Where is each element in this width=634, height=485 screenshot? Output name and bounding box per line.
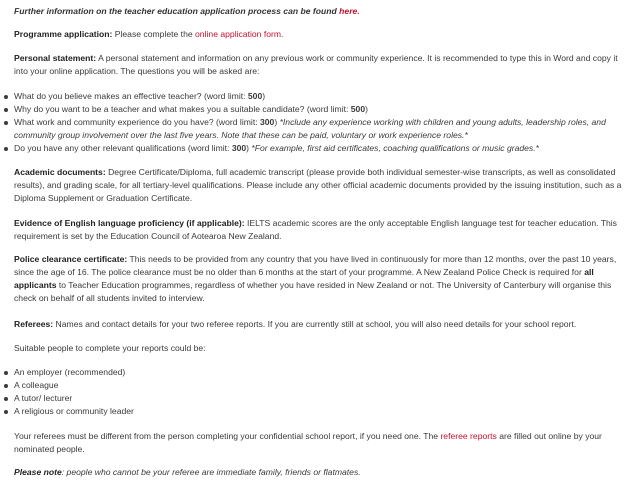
list-item: A colleague [14,379,626,392]
list-item [14,116,626,142]
english-label: Evidence of English language proficiency (if applicable): [14,218,245,228]
list-item: An employer (recommended) [14,366,626,379]
word-limit: 500 [350,103,366,114]
police-bold: all applicants [14,266,594,290]
question-close: ) [274,116,280,127]
referee-note-text: Your referees must be different from the person completing your confidential school report, if you need one. The [14,431,441,441]
question-close: ) [365,103,368,114]
question-text: Do you have any other relevant qualifications (word limit: [14,142,232,153]
list-item: A religious or community leader [14,405,626,418]
personal-label: Personal statement: [14,53,97,63]
referees-label: Referees: [14,319,54,329]
programme-application [14,28,626,41]
list-item [14,142,626,155]
personal-text: A personal statement and information on any previous work or community experience. It is recommended to type this in Word and copy it into your online application. The questions you will be asked are: [14,53,618,76]
referee-note-text-2: are filled out online by your nominated people. [14,431,602,454]
referee-note [14,430,626,456]
referees-text: Names and contact details for your two referee reports. If you are currently still at school, you will also need details for your school report. [53,319,577,329]
police-text-2: to Teacher Education programmes, regardless of whether you have resided in New Zealand or not. The University of Canterbury will organise this check on behalf of all students invited to interview. [14,279,612,303]
referee-reports-link[interactable]: referee reports [440,431,497,441]
question-list [14,90,626,154]
academic-documents [14,166,626,205]
english-proficiency [14,217,626,243]
please-note-label: Please note [14,467,62,477]
personal-statement [14,52,626,78]
word-limit: 300 [231,142,247,153]
here-link[interactable]: here. [339,6,360,16]
referees [14,318,626,331]
please-note [14,466,626,479]
english-text: IELTS academic scores are the only acceptable English language test for teacher education. This requirement is set by the Education Council of Aotearoa New Zealand. [14,218,617,241]
question-close: ) [246,142,252,153]
programme-label: Programme application: [14,29,113,39]
word-limit: 300 [259,116,275,127]
people-list [14,366,626,418]
suitable-people: Suitable people to complete your reports could be: [14,343,206,353]
programme-text: Please complete the [112,29,196,39]
question-note: *For example, first aid certificates, coaching qualifications or music grades.* [251,142,539,153]
online-application-link[interactable]: online application form. [195,29,284,39]
academic-text: Degree Certificate/Diploma, full academic transcript (please provide both individual semester-wise transcripts, as well as consolidated results), and grading scale, for all tertiary-level qualifications. Please include any other official academic documents provided by the issuing institution, such as a Diploma Supplement or Graduation Certificate. [14,167,622,203]
question-text: What do you believe makes an effective teacher? (word limit: [14,91,248,101]
please-note-text: : people who cannot be your referee are immediate family, friends or flatmates. [61,467,361,477]
police-clearance [14,253,626,305]
question-close: ) [262,91,266,101]
list-item [14,90,626,103]
intro-text [14,5,360,18]
intro-text-body: Further information on the teacher education application process can be found [14,6,340,16]
academic-label: Academic documents: [14,167,106,177]
police-label: Police clearance certificate: [14,254,128,264]
question-text: What work and community experience do you have? (word limit: [14,116,260,127]
question-note: *Include any experience working with children and young adults, leadership roles, and community group involvement over the last five years. Note that these can be paid, voluntary or work experience roles.* [14,116,606,140]
word-limit: 500 [247,91,263,101]
question-text: Why do you want to be a teacher and what makes you a suitable candidate? (word limit: [14,103,351,114]
police-text-1: This needs to be provided from any country that you have lived in continuously for more than 12 months, over the past 10 years, since the age of 16. The police clearance must be no older than 6 months at the start of your programme. A New Zealand Police Check is required for [14,254,617,277]
list-item [14,103,626,116]
list-item: A tutor/ lecturer [14,392,626,405]
